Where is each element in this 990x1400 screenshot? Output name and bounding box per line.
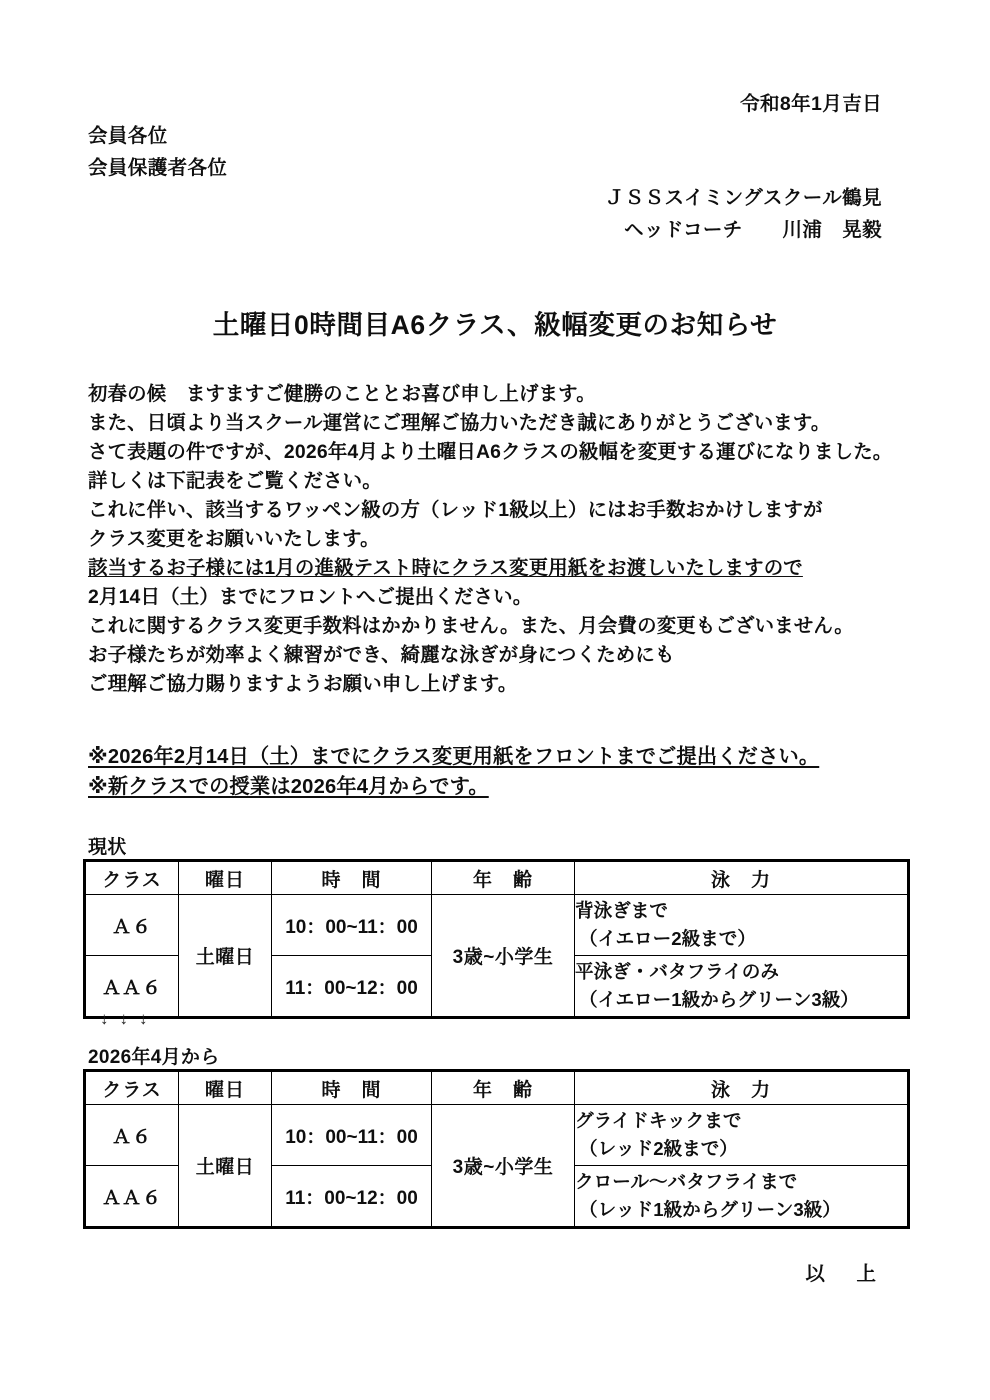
cell-day: 土曜日 xyxy=(179,1105,272,1228)
skill-line-1: 背泳ぎまで xyxy=(575,900,668,921)
closing-text: 以 上 xyxy=(805,1263,882,1285)
skill-line-2: （レッド1級からグリーン3級） xyxy=(579,1199,841,1220)
column-header-age: 年 齢 xyxy=(432,861,575,895)
column-header-class: クラス xyxy=(85,861,179,895)
cell-skill xyxy=(575,1105,909,1166)
page-title: 土曜日0時間目A6クラス、級幅変更のお知らせ xyxy=(212,310,778,340)
sender-person: ヘッドコーチ 川浦 晃毅 xyxy=(624,219,882,241)
skill-line-2: （イエロー1級からグリーン3級） xyxy=(579,989,859,1010)
addressee-guardians: 会員保護者各位 xyxy=(88,157,228,179)
cell-class: ＡＡ６ xyxy=(85,1166,179,1228)
body-line: これに関するクラス変更手数料はかかりません。また、月会費の変更もございません。 xyxy=(88,615,854,637)
cell-time: 10：00~11：00 xyxy=(272,895,432,956)
column-header-skill: 泳 力 xyxy=(575,1071,909,1105)
addressee-members: 会員各位 xyxy=(88,125,168,147)
table-row xyxy=(85,895,909,956)
document-date: 令和8年1月吉日 xyxy=(740,93,882,115)
skill-line-2: （レッド2級まで） xyxy=(579,1138,738,1159)
cell-time: 11：00~12：00 xyxy=(272,956,432,1018)
body-line: 2月14日（土）までにフロントへご提出ください。 xyxy=(88,586,533,608)
body-line: お子様たちが効率よく練習ができ、綺麗な泳ぎが身につくためにも xyxy=(88,644,675,666)
body-line: また、日頃より当スクール運営にご理解ご協力いただき誠にありがとうございます。 xyxy=(88,412,831,434)
skill-line-1: グライドキックまで xyxy=(575,1110,742,1131)
schedule-table-current xyxy=(83,859,910,1019)
table-row xyxy=(85,1105,909,1166)
table-header-row xyxy=(85,861,909,895)
notice-line-deadline: ※2026年2月14日（土）までにクラス変更用紙をフロントまでご提出ください。 xyxy=(88,746,820,768)
column-header-time: 時 間 xyxy=(272,1071,432,1105)
body-line-emphasized: 該当するお子様には1月の進級テスト時にクラス変更用紙をお渡しいたしますので xyxy=(88,557,803,579)
cell-age: 3歳~小学生 xyxy=(432,895,575,1018)
skill-line-1: クロール～バタフライまで xyxy=(575,1171,798,1192)
cell-age: 3歳~小学生 xyxy=(432,1105,575,1228)
notice-line-start-date: ※新クラスでの授業は2026年4月からです。 xyxy=(88,776,489,798)
column-header-time: 時 間 xyxy=(272,861,432,895)
cell-class: Ａ６ xyxy=(85,1105,179,1166)
cell-time: 10：00~11：00 xyxy=(272,1105,432,1166)
table-caption-current: 現状 xyxy=(88,837,127,858)
column-header-age: 年 齢 xyxy=(432,1071,575,1105)
cell-skill xyxy=(575,956,909,1018)
skill-line-2: （イエロー2級まで） xyxy=(579,928,756,949)
body-line: さて表題の件ですが、2026年4月より土曜日A6クラスの級幅を変更する運びになりました。 xyxy=(88,441,893,463)
cell-skill xyxy=(575,895,909,956)
transition-arrows: ↓↓↓ xyxy=(100,1009,159,1028)
table-caption-new: 2026年4月から xyxy=(88,1047,220,1068)
schedule-table-new xyxy=(83,1069,910,1229)
cell-skill xyxy=(575,1166,909,1228)
body-text xyxy=(88,380,918,699)
body-line: クラス変更をお願いいたします。 xyxy=(88,528,380,550)
body-line: ご理解ご協力賜りますようお願い申し上げます。 xyxy=(88,673,518,695)
body-line: 詳しくは下記表をご覧ください。 xyxy=(88,470,382,492)
table-header-row xyxy=(85,1071,909,1105)
cell-time: 11：00~12：00 xyxy=(272,1166,432,1228)
body-line: 初春の候 ますますご健勝のこととお喜び申し上げます。 xyxy=(88,383,596,405)
cell-day: 土曜日 xyxy=(179,895,272,1018)
cell-class: ＡＡ６ xyxy=(85,956,179,1018)
cell-class: Ａ６ xyxy=(85,895,179,956)
column-header-skill: 泳 力 xyxy=(575,861,909,895)
notice-block xyxy=(88,742,918,802)
column-header-day: 曜日 xyxy=(179,1071,272,1105)
column-header-class: クラス xyxy=(85,1071,179,1105)
body-line: これに伴い、該当するワッペン級の方（レッド1級以上）にはお手数おかけしますが xyxy=(88,499,823,521)
column-header-day: 曜日 xyxy=(179,861,272,895)
sender-organization: ＪＳＳスイミングスクール鶴見 xyxy=(604,187,882,209)
skill-line-1: 平泳ぎ・バタフライのみ xyxy=(575,961,779,982)
